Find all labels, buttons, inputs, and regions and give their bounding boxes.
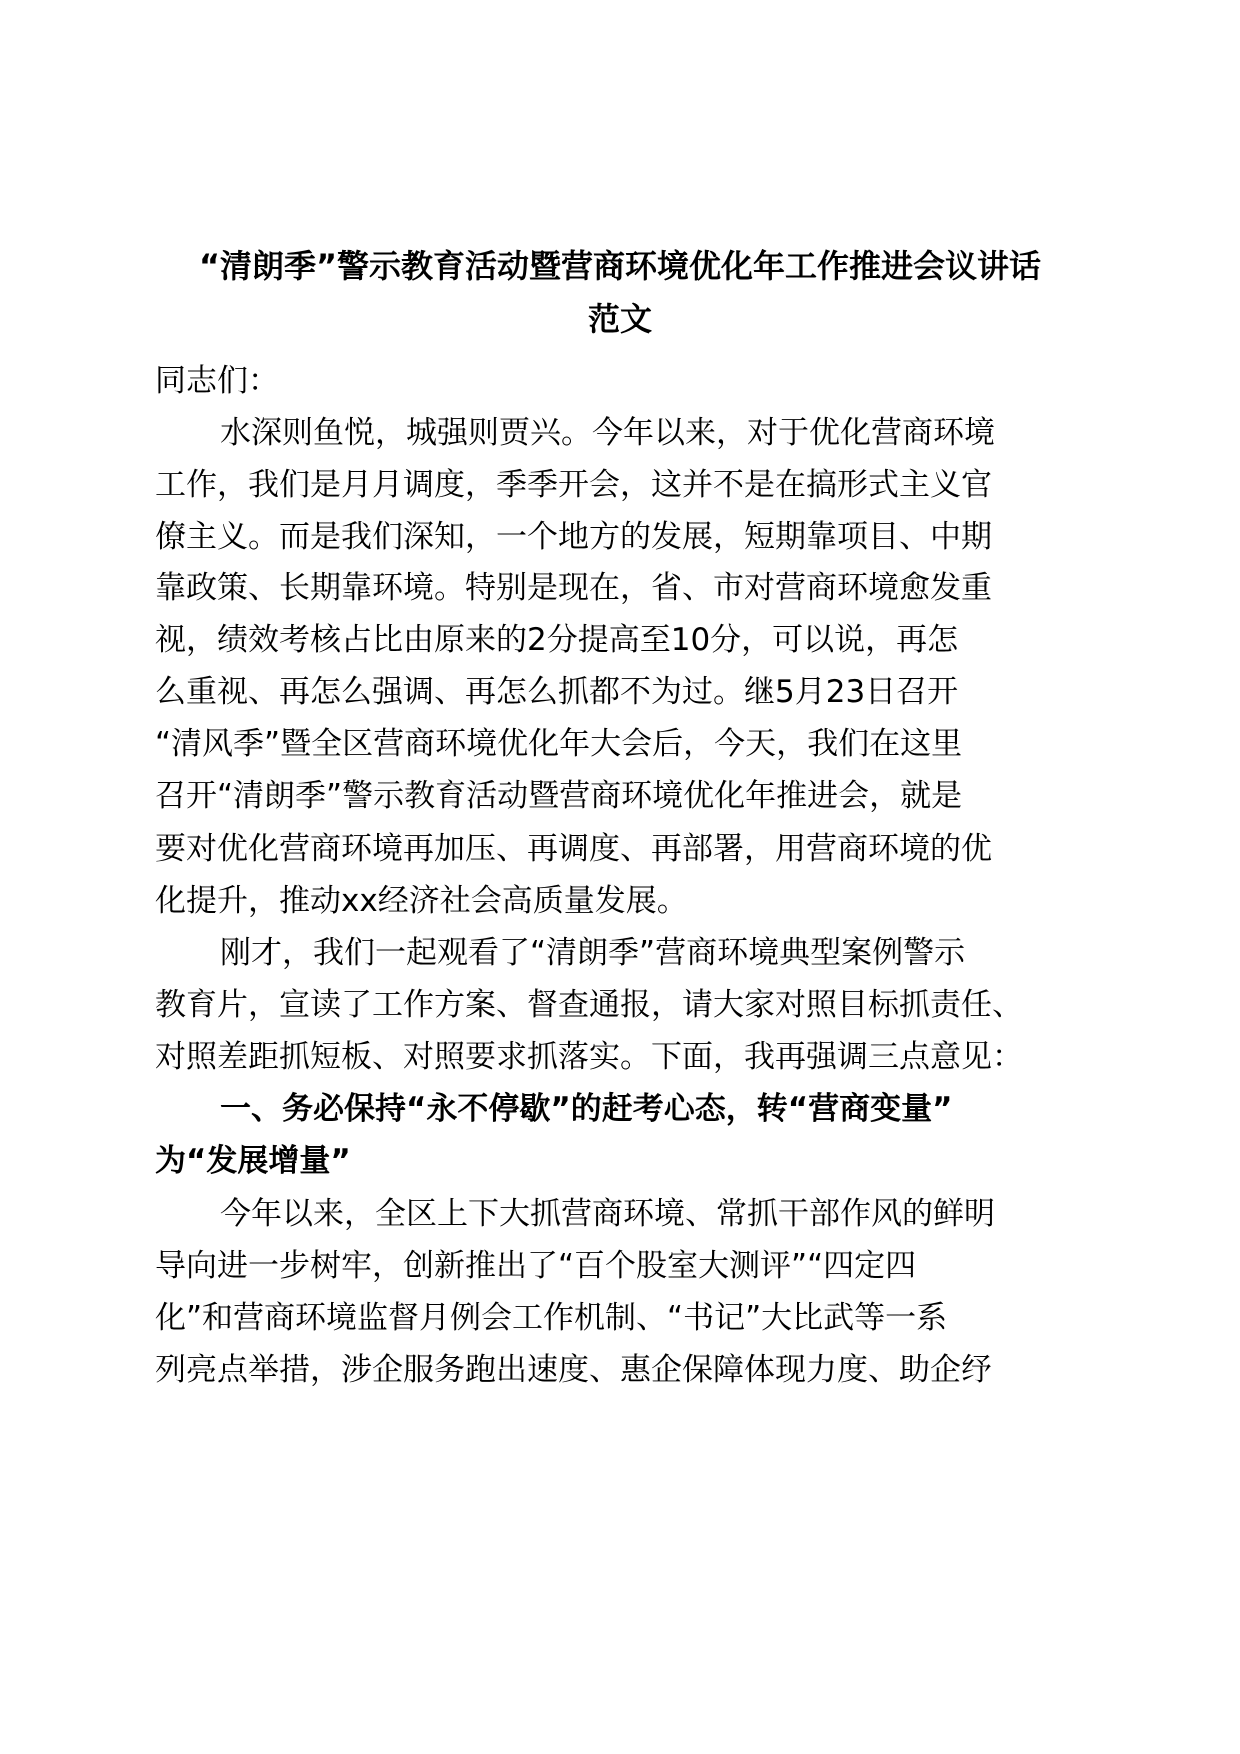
section-heading-line-1: 一、务必保持“永不停歇”的赶考心态，转“营商变量”: [220, 1091, 953, 1127]
paragraph-3-line-3: 化”和营商环境监督月例会工作机制、“书记”大比武等一系: [155, 1300, 948, 1336]
paragraph-1-line-4: 靠政策、长期靠环境。特别是现在，省、市对营商环境愈发重: [155, 570, 992, 606]
paragraph-3-line-4: 列亮点举措，涉企服务跑出速度、惠企保障体现力度、助企纾: [155, 1352, 992, 1388]
paragraph-1-line-9: 要对优化营商环境再加压、再调度、再部署，用营商环境的优: [155, 831, 992, 867]
paragraph-1-line-2: 工作，我们是月月调度，季季开会，这并不是在搞形式主义官: [155, 467, 992, 503]
section-heading-line-2: 为“发展增量”: [155, 1143, 351, 1179]
paragraph-1-line-5: 视，绩效考核占比由原来的2分提高至10分，可以说，再怎: [155, 622, 959, 658]
paragraph-1-line-10: 化提升，推动xx经济社会高质量发展。: [155, 883, 688, 919]
document-title-line-2: 范文: [587, 300, 652, 338]
paragraph-3-line-2: 导向进一步树牢，创新推出了“百个股室大测评”“四定四: [155, 1248, 917, 1284]
document-title-line-1: “清朗季”警示教育活动暨营商环境优化年工作推进会议讲话: [198, 247, 1042, 285]
salutation: 同志们：: [155, 363, 279, 399]
paragraph-1-line-8: 召开“清朗季”警示教育活动暨营商环境优化年推进会，就是: [155, 778, 963, 814]
paragraph-2-line-2: 教育片，宣读了工作方案、督查通报，请大家对照目标抓责任、: [155, 987, 1023, 1023]
paragraph-1-line-7: “清风季”暨全区营商环境优化年大会后，今天，我们在这里: [155, 726, 963, 762]
paragraph-1-line-3: 僚主义。而是我们深知，一个地方的发展，短期靠项目、中期: [155, 519, 992, 555]
paragraph-1-line-1: 水深则鱼悦，城强则贾兴。今年以来，对于优化营商环境: [220, 415, 995, 451]
paragraph-2-line-1: 刚才，我们一起观看了“清朗季”营商环境典型案例警示: [220, 935, 966, 971]
paragraph-1-line-6: 么重视、再怎么强调、再怎么抓都不为过。继5月23日召开: [155, 674, 959, 710]
paragraph-2-line-3: 对照差距抓短板、对照要求抓落实。下面，我再强调三点意见：: [155, 1039, 1023, 1075]
paragraph-3-line-1: 今年以来，全区上下大抓营商环境、常抓干部作风的鲜明: [220, 1196, 995, 1232]
